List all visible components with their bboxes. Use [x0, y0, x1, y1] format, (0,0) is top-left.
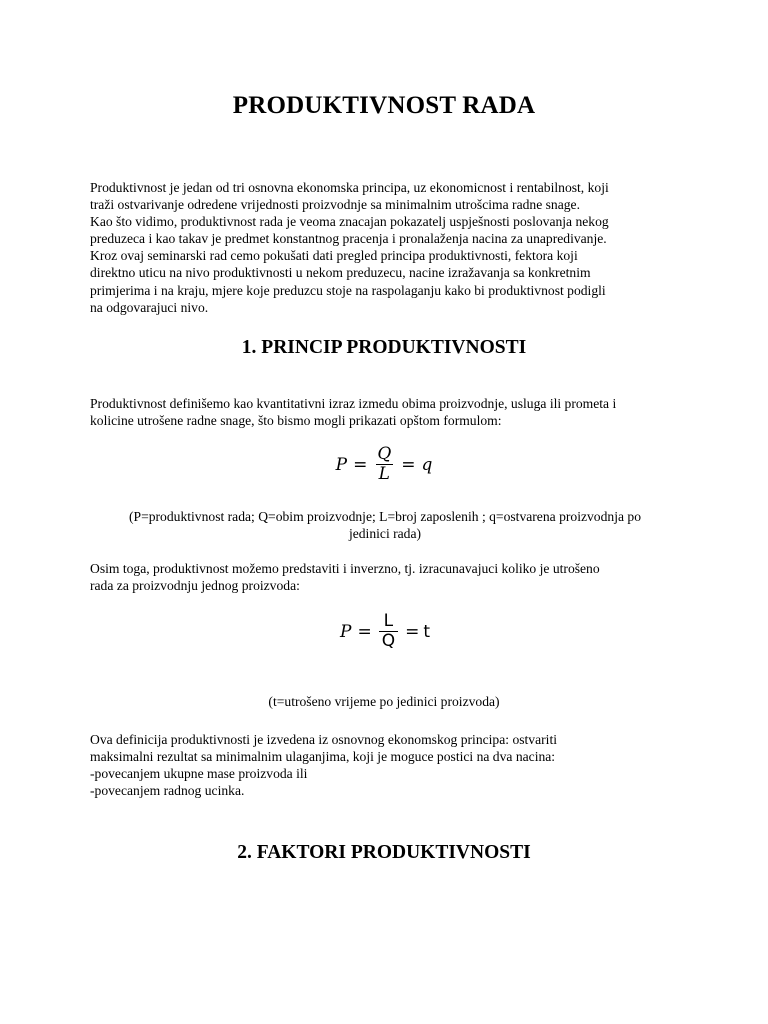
inverse-productivity-formula	[0, 612, 768, 651]
formula-lhs: P	[339, 621, 352, 642]
intro-line: Produktivnost je jedan od tri osnovna ekonomska principa, uz ekonomicnost i rentabilnost, koji	[90, 180, 609, 195]
section1-paragraph-3	[90, 731, 557, 799]
formula-lhs: P	[335, 454, 348, 475]
section1-heading: 1. PRINCIP PRODUKTIVNOSTI	[241, 337, 527, 358]
formula1-legend	[90, 508, 680, 542]
paragraph-line: maksimalni rezultat sa minimalnim ulaganjima, koji je moguce postici na dva nacina:	[90, 749, 556, 765]
formula-denominator: Q	[379, 631, 398, 651]
intro-line: primjerima i na kraju, mjere koje preduzcu stoje na raspolaganju kako bi produktivnost podigli	[90, 282, 606, 298]
paragraph-line: -povecanjem ukupne mase proizvoda ili	[90, 766, 308, 782]
formula-rhs: q	[421, 454, 433, 475]
section1-paragraph-1	[90, 395, 616, 429]
paragraph-line: Ova definicija produktivnosti je izvedena iz osnovnog ekonomskog principa: ostvariti	[90, 732, 557, 747]
page-title: PRODUKTIVNOST RADA	[232, 92, 536, 119]
legend-line: (t=utrošeno vrijeme po jedinici proizvoda)	[268, 694, 500, 709]
paragraph-line: Produktivnost definišemo kao kvantitativni izraz izmedu obima proizvodnje, usluga ili prometa i	[90, 396, 617, 411]
formula-fraction	[374, 445, 394, 484]
formula2-legend	[0, 693, 768, 710]
intro-line: na odgovarajuci nivo.	[90, 299, 209, 315]
formula-equals: =	[353, 454, 368, 475]
paragraph-line: -povecanjem radnog ucinka.	[90, 783, 245, 799]
intro-line: Kao što vidimo, produktivnost rada je veoma znacajan pokazatelj uspješnosti poslovanja nekog	[90, 214, 609, 230]
paragraph-line: kolicine utrošene radne snage, što bismo mogli prikazati opštom formulom:	[90, 413, 502, 429]
section2-heading: 2. FAKTORI PRODUKTIVNOSTI	[237, 842, 531, 863]
formula-rhs: t	[423, 621, 430, 642]
paragraph-line: Osim toga, produktivnost možemo predstaviti i inverzno, tj. izracunavajuci koliko je utrošeno	[90, 561, 600, 576]
formula-numerator: L	[383, 611, 394, 631]
productivity-formula	[0, 445, 768, 484]
intro-line: direktno uticu na nivo produktivnosti u nekom preduzecu, nacine izražavanja sa konkretnim	[90, 265, 591, 281]
formula-denominator: L	[376, 464, 393, 484]
formula-equals: =	[405, 621, 420, 642]
formula-equals: =	[401, 454, 416, 475]
intro-paragraph	[90, 179, 609, 316]
formula-fraction	[379, 612, 398, 651]
section1-paragraph-2	[90, 560, 600, 594]
paragraph-line: rada za proizvodnju jednog proizvoda:	[90, 578, 300, 594]
intro-line: Kroz ovaj seminarski rad cemo pokušati dati pregled principa produktivnosti, fektora koji	[90, 248, 578, 264]
formula-equals: =	[357, 621, 372, 642]
legend-line: jedinici rada)	[348, 526, 422, 542]
intro-line: traži ostvarivanje odredene vrijednosti proizvodnje sa minimalnim utrošcima radne snage.	[90, 197, 580, 213]
formula-numerator: Q	[377, 444, 392, 464]
legend-line: (P=produktivnost rada; Q=obim proizvodnje; L=broj zaposlenih ; q=ostvarena proizvodnja po	[128, 509, 641, 524]
intro-line: preduzeca i kao takav je predmet konstantnog pracenja i pronalaženja nacina za unapredivanje.	[90, 231, 607, 247]
